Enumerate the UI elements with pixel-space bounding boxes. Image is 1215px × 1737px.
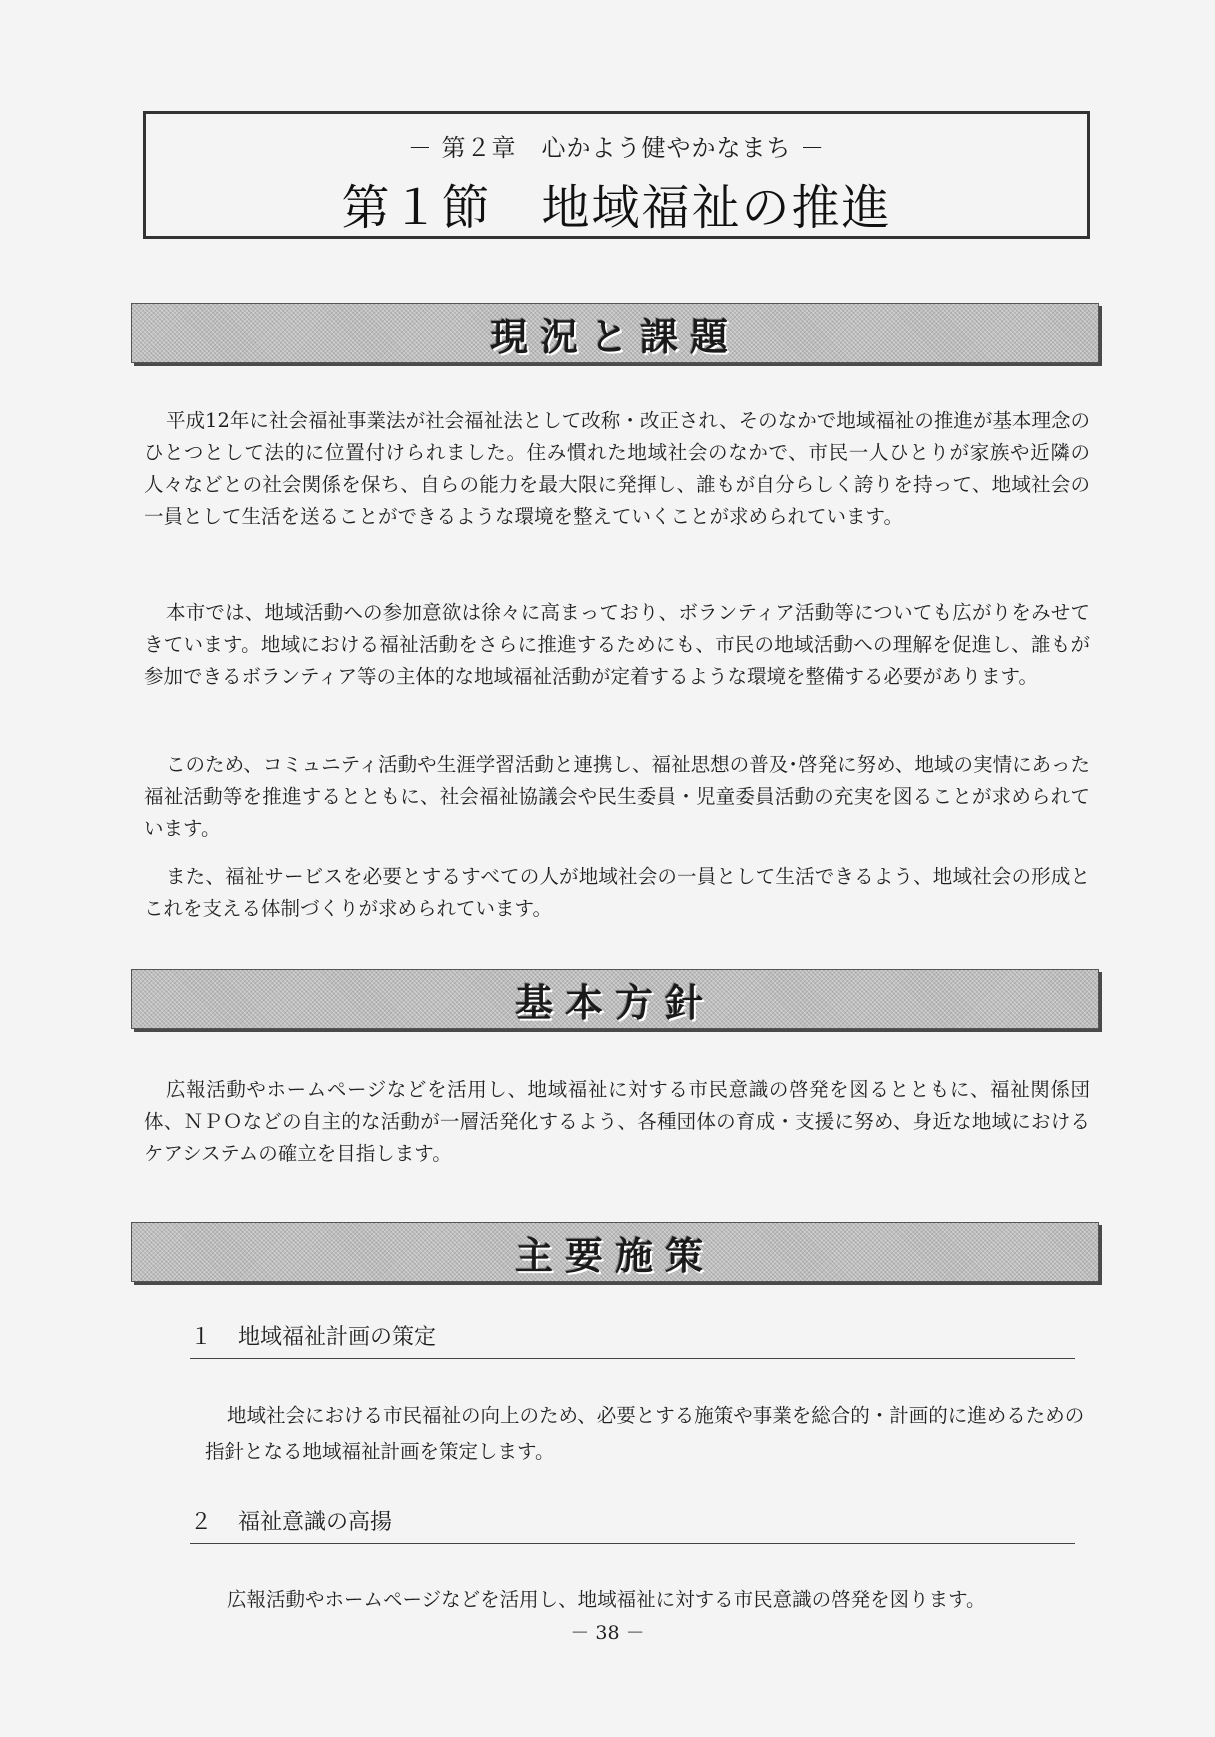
paragraph-issues-3: このため、コミュニティ活動や生涯学習活動と連携し、福祉思想の普及･啓発に努め、地域の実情にあった福祉活動等を推進するとともに、社会福祉協議会や民生委員・児童委員活動の充実を図ることが求められています。 <box>144 753 1090 840</box>
measure-number: ２ <box>190 1510 213 1535</box>
paragraph-issues-4: また、福祉サービスを必要とするすべての人が地域社会の一員として生活できるよう、地域社会の形成とこれを支える体制づくりが求められています。 <box>144 865 1090 920</box>
measure-title: 福祉意識の高揚 <box>238 1510 393 1535</box>
measure-number: １ <box>190 1325 213 1350</box>
measure-text-2: 広報活動やホームページなどを活用し、地域福祉に対する市民意識の啓発を図ります。 <box>227 1588 986 1611</box>
paragraph-issues-1: 平成12年に社会福祉事業法が社会福祉法として改称・改正され、そのなかで地域福祉の推進が基本理念のひとつとして法的に位置付けられました。住み慣れた地域社会のなかで、市民一人ひとりが家族や近隣の人々などとの社会関係を保ち、自らの能力を最大限に発揮し、誰もが自分らしく誇りを持って、地域社会の一員として生活を送ることができるような環境を整えていくことが求められています。 <box>144 409 1090 528</box>
measure-text-1: 地域社会における市民福祉の向上のため、必要とする施策や事業を総合的・計画的に進めるための指針となる地域福祉計画を策定します。 <box>205 1404 1085 1463</box>
section-heading-main-measures: 主要施策 <box>514 1233 715 1278</box>
page-number: － 38 － <box>570 1622 645 1644</box>
paragraph-issues-2: 本市では、地域活動への参加意欲は徐々に高まっており、ボランティア活動等についても広がりをみせてきています。地域における福祉活動をさらに推進するためにも、市民の地域活動への理解を促進し、誰もが参加できるボランティア等の主体的な地域福祉活動が定着するような環境を整備する必要があります。 <box>144 601 1090 688</box>
section-header-current-issues <box>131 303 1099 363</box>
section-header-basic-policy <box>131 969 1099 1029</box>
section-heading-current-issues: 現況と課題 <box>489 314 740 359</box>
section-title: 第１節 地域福祉の推進 <box>341 180 892 236</box>
measure-heading-2 <box>190 1505 1075 1544</box>
chapter-title-box <box>143 111 1090 239</box>
chapter-subtitle: － 第２章 心かよう健やかなまち － <box>407 134 826 162</box>
section-header-main-measures <box>131 1222 1099 1282</box>
paragraph-basic-policy: 広報活動やホームページなどを活用し、地域福祉に対する市民意識の啓発を図るとともに、福祉関係団体、ＮＰＯなどの自主的な活動が一層活発化するよう、各種団体の育成・支援に努め、身近な地域におけるケアシステムの確立を目指します。 <box>144 1078 1090 1165</box>
measure-heading-1 <box>190 1320 1075 1359</box>
measure-title: 地域福祉計画の策定 <box>238 1325 437 1350</box>
section-heading-basic-policy: 基本方針 <box>514 980 715 1025</box>
